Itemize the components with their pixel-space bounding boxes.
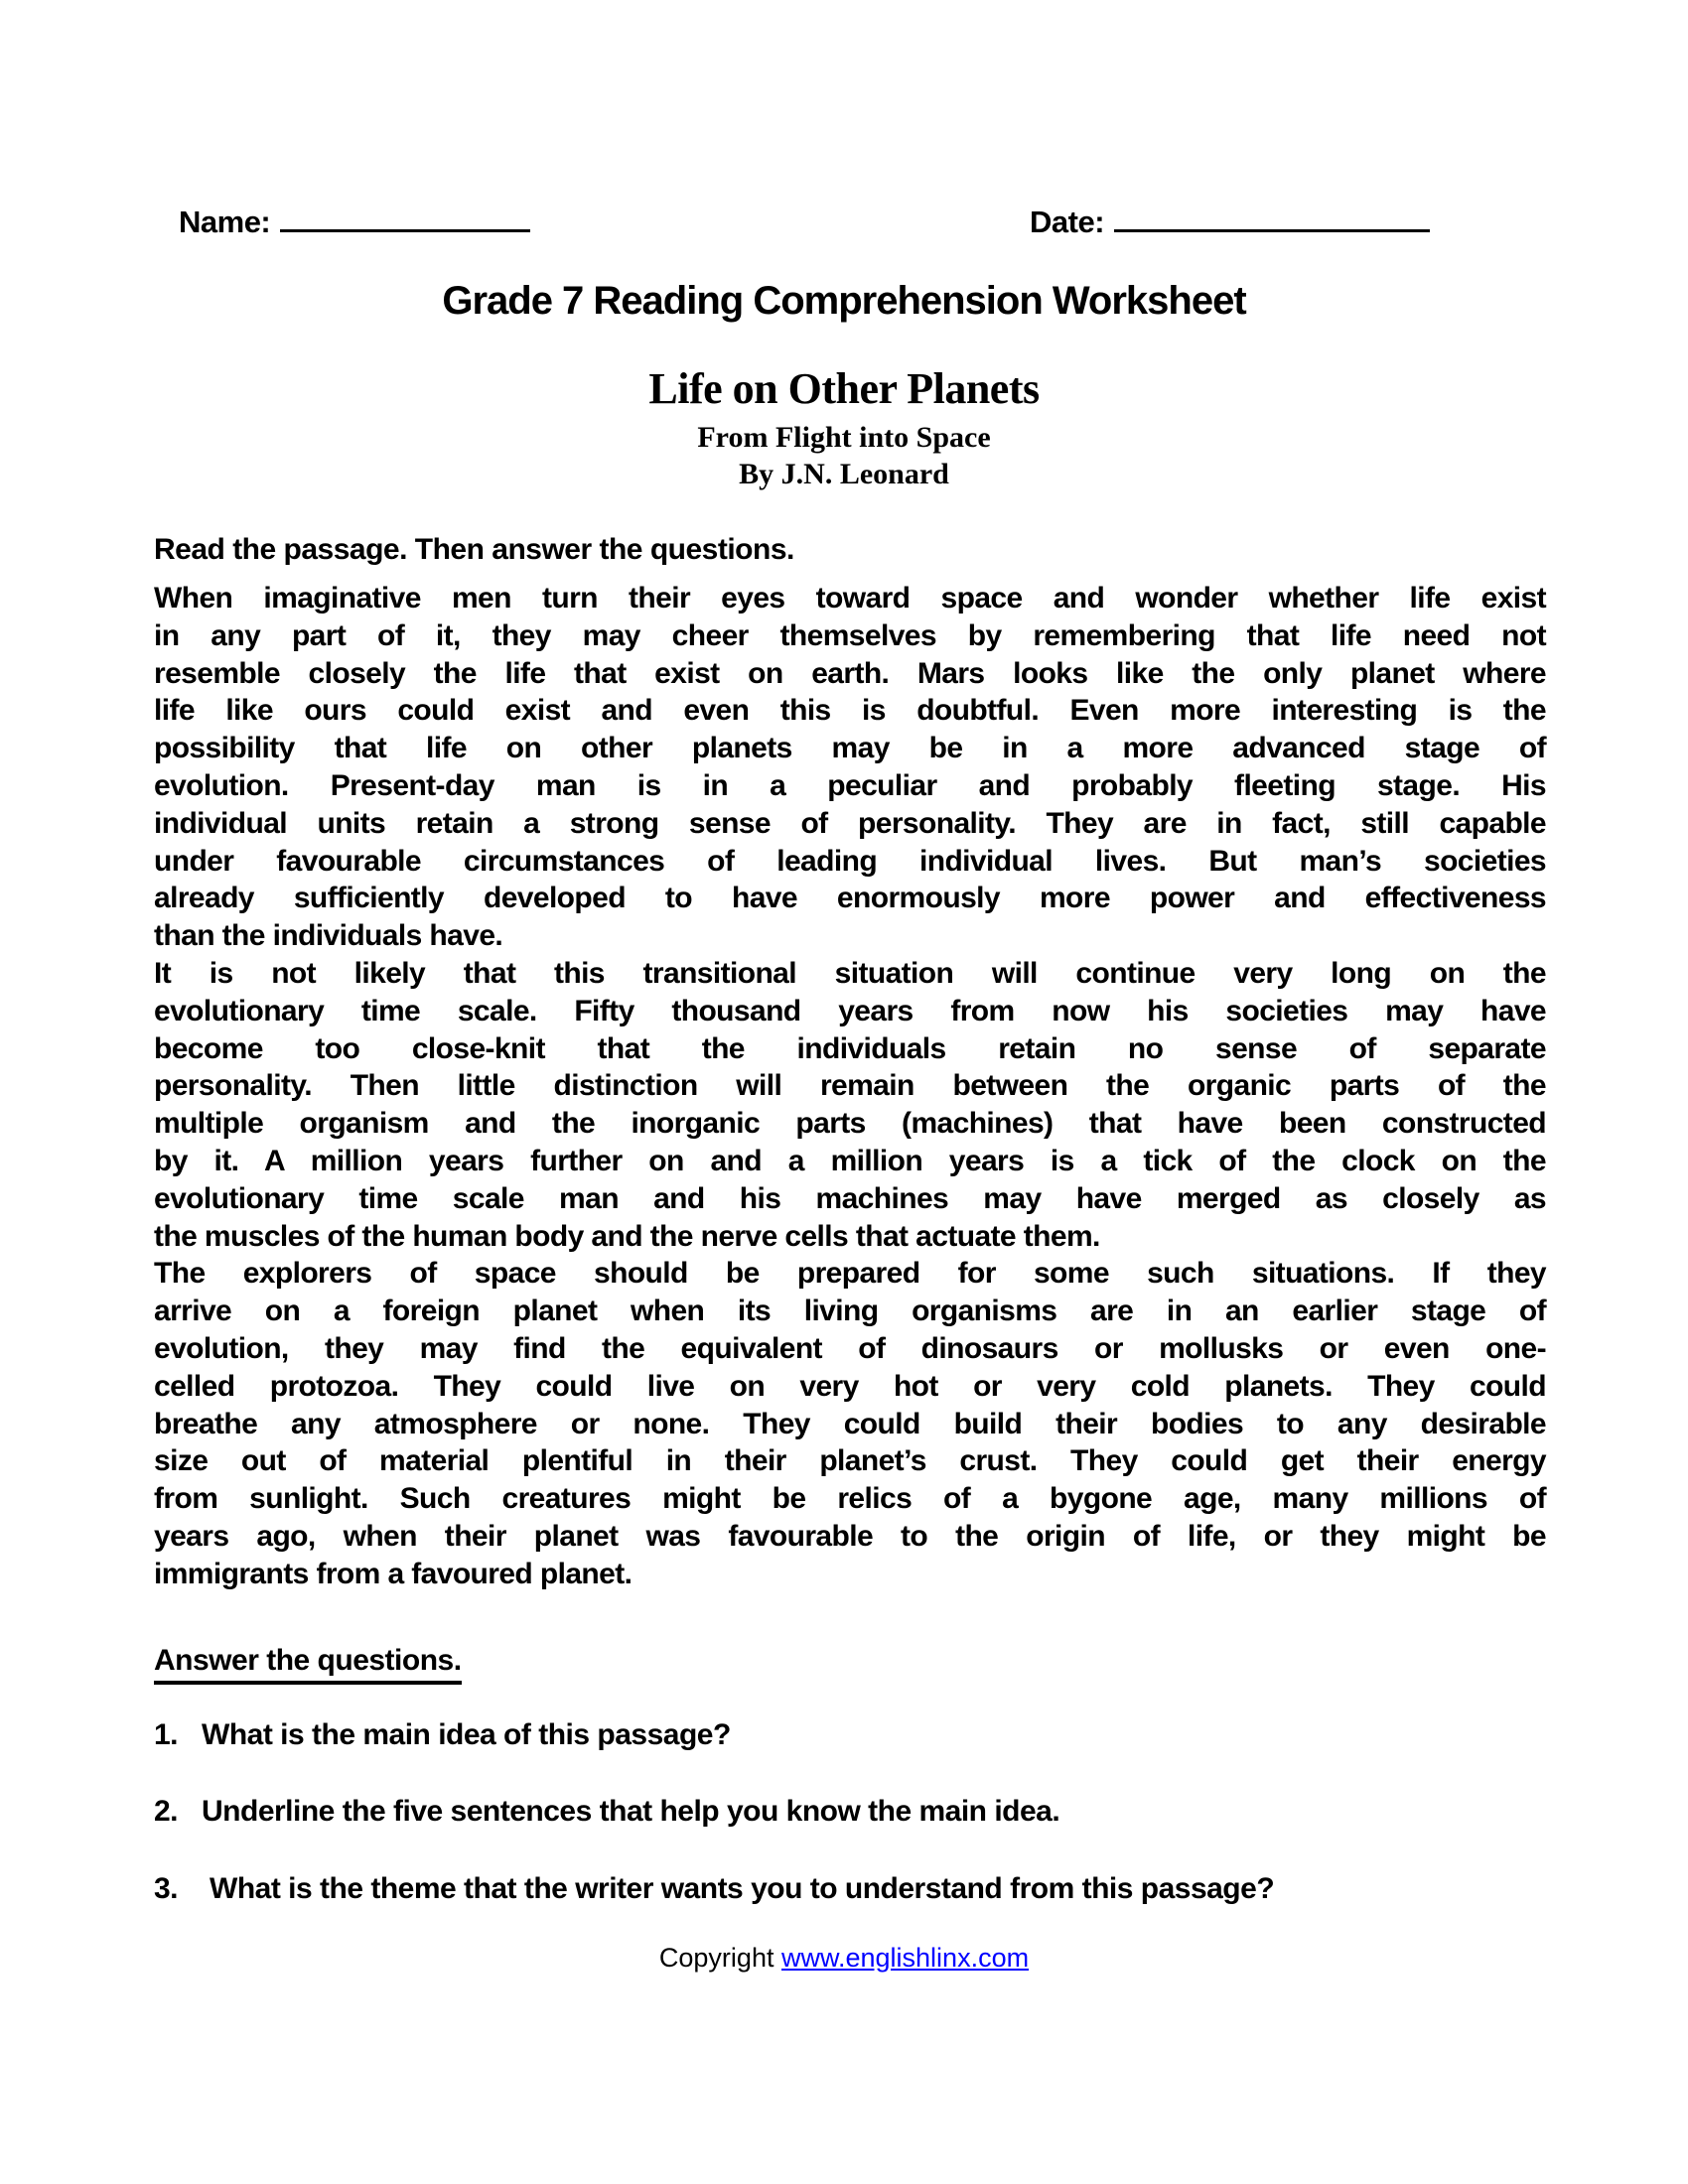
passage-paragraph [154, 580, 1546, 955]
copyright-footer [0, 1943, 1688, 1974]
question-3-text: What is the theme that the writer wants you to understand from this passage? [210, 1872, 1275, 1905]
name-blank-line [280, 204, 530, 232]
passage-line: already sufficiently developed to have enormously more power and effectiveness [154, 882, 1546, 915]
question-2-text: Underline the five sentences that help you know the main idea. [202, 1795, 1060, 1828]
question-1 [154, 1718, 731, 1752]
passage-line: in any part of it, they may cheer themselves by remembering that life need not [154, 618, 1546, 652]
question-1-text: What is the main idea of this passage? [202, 1718, 731, 1751]
passage-line: evolutionary time scale. Fifty thousand years from now his societies may have [154, 994, 1546, 1027]
passage-paragraph [154, 955, 1546, 1255]
answer-section-heading [154, 1644, 462, 1685]
passage-line: resemble closely the life that exist on earth. Mars looks like the only planet where [154, 656, 1546, 690]
passage-line: immigrants from a favoured planet. [154, 1557, 633, 1590]
passage-source: From Flight into Space [697, 421, 991, 454]
date-label: Date: [1030, 205, 1105, 239]
passage-text [154, 580, 1546, 1593]
copyright-link[interactable]: www.englishlinx.com [780, 1943, 1030, 1973]
passage-line: size out of material plentiful in their planet’s crust. They could get their energy [154, 1444, 1546, 1478]
passage-line: the muscles of the human body and the nerve cells that actuate them. [154, 1219, 1100, 1253]
question-2-number: 2. [154, 1795, 179, 1828]
passage-line: possibility that life on other planets may be in a more advanced stage of [154, 732, 1546, 765]
name-field [179, 204, 530, 240]
date-field [1030, 204, 1430, 240]
copyright-text: Copyright [658, 1943, 774, 1973]
passage-byline: By J.N. Leonard [739, 458, 949, 490]
passage-paragraph [154, 1255, 1546, 1592]
passage-line: evolution. Present-day man is in a peculiar and probably fleeting stage. His [154, 768, 1546, 802]
passage-line: breathe any atmosphere or none. They could build their bodies to any desirable [154, 1407, 1546, 1440]
passage-title: Life on Other Planets [648, 364, 1040, 413]
question-1-number: 1. [154, 1718, 179, 1751]
passage-line: than the individuals have. [154, 919, 503, 953]
passage-line: personality. Then little distinction will remain between the organic parts of the [154, 1069, 1546, 1103]
passage-line: evolutionary time scale man and his machines may have merged as closely as [154, 1181, 1546, 1215]
passage-line: years ago, when their planet was favourable to the origin of life, or they might be [154, 1519, 1546, 1553]
passage-line: under favourable circumstances of leading individual lives. But man’s societies [154, 844, 1546, 878]
passage-line: The explorers of space should be prepared for some such situations. If they [154, 1257, 1546, 1291]
passage-line: from sunlight. Such creatures might be relics of a bygone age, many millions of [154, 1482, 1546, 1516]
passage-line: multiple organism and the inorganic parts (machines) that have been constructed [154, 1107, 1546, 1141]
question-3-number: 3. [154, 1872, 179, 1905]
passage-line: become too close-knit that the individuals retain no sense of separate [154, 1031, 1546, 1065]
date-blank-line [1114, 204, 1430, 232]
passage-line: life like ours could exist and even this is doubtful. Even more interesting is the [154, 694, 1546, 728]
passage-line: celled protozoa. They could live on very hot or very cold planets. They could [154, 1369, 1546, 1403]
passage-line: When imaginative men turn their eyes toward space and wonder whether life exist [154, 582, 1546, 614]
passage-line: individual units retain a strong sense of personality. They are in fact, still capable [154, 806, 1546, 840]
passage-instruction: Read the passage. Then answer the questions. [154, 533, 794, 566]
question-3 [154, 1872, 1274, 1906]
name-label: Name: [179, 205, 271, 239]
passage-line: by it. A million years further on and a million years is a tick of the clock on the [154, 1144, 1546, 1177]
passage-line: It is not likely that this transitional situation will continue very long on the [154, 956, 1546, 990]
question-2 [154, 1795, 1059, 1829]
answer-heading-text: Answer the questions. [154, 1644, 462, 1685]
passage-line: arrive on a foreign planet when its living organisms are in an earlier stage of [154, 1295, 1546, 1328]
passage-line: evolution, they may find the equivalent of dinosaurs or mollusks or even one- [154, 1331, 1546, 1365]
worksheet-title: Grade 7 Reading Comprehension Worksheet [442, 279, 1246, 323]
